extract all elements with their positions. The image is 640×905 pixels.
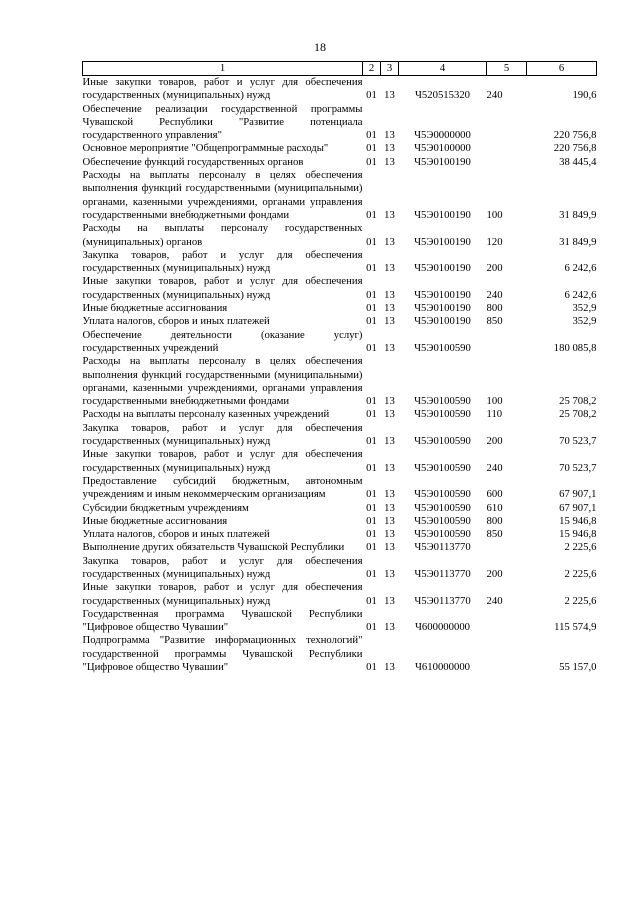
row-subsection-cell: 13 [384,488,395,501]
row-section-cell: 01 [366,262,377,275]
budget-table [82,61,597,674]
row-target-article-cell: Ч5Э0100590 [414,528,471,541]
row-subsection-cell: 13 [384,541,395,554]
row-subsection-cell: 13 [384,208,395,221]
row-amount-cell: 67 907,1 [559,501,597,514]
row-section-cell: 01 [366,89,377,102]
row-name-cell: Иные бюджетные ассигнования [82,514,228,527]
row-subsection-cell: 13 [384,461,395,474]
row-subsection-cell: 13 [384,528,395,541]
table-row [83,448,597,475]
row-target-article-cell: Ч5Э0100590 [414,395,471,408]
row-target-article-cell: Ч5Э0113770 [414,567,471,580]
row-amount-cell: 70 523,7 [559,435,597,448]
row-subsection-cell: 13 [384,514,395,527]
row-subsection-cell: 13 [384,341,395,354]
row-amount-cell: 220 756,8 [553,129,597,142]
table-row [83,156,597,169]
column-header: 6 [527,62,597,76]
row-section-cell: 01 [366,235,377,248]
table-row [83,408,597,421]
table-row [83,608,597,635]
table-row [83,329,597,356]
row-expense-type-cell: 200 [486,435,503,448]
row-amount-cell: 2 225,6 [564,541,597,554]
row-name-cell: Расходы на выплаты персоналу казенных учреждений [82,408,330,421]
row-subsection-cell: 13 [384,567,395,580]
row-section-cell: 01 [366,155,377,168]
row-section-cell: 01 [366,395,377,408]
row-section-cell: 01 [366,488,377,501]
row-amount-cell: 25 708,2 [559,408,597,421]
row-section-cell: 01 [366,541,377,554]
row-amount-cell: 55 157,0 [559,661,597,674]
row-expense-type-cell: 110 [486,408,503,421]
column-header: 4 [399,62,487,76]
row-subsection-cell: 13 [384,235,395,248]
row-amount-cell: 352,9 [572,302,597,315]
row-section-cell: 01 [366,302,377,315]
row-section-cell: 01 [366,567,377,580]
row-amount-cell: 15 946,8 [559,514,597,527]
row-amount-cell: 31 849,9 [559,208,597,221]
row-name-cell: Обеспечение реализации государственной программы Чувашской Республики "Развитие потенциала государственного управления" [82,102,363,142]
row-name-cell: Обеспечение функций государственных органов [82,155,304,168]
column-header: 2 [363,62,381,76]
table-row [83,222,597,249]
row-target-article-cell: Ч5Э0100190 [414,235,471,248]
row-target-article-cell: Ч5Э0100190 [414,315,471,328]
row-target-article-cell: Ч5Э0100000 [414,142,471,155]
row-section-cell: 01 [366,408,377,421]
row-name-cell: Иные закупки товаров, работ и услуг для обеспечения государственных (муниципальных) нужд [82,76,363,102]
row-expense-type-cell [487,156,527,169]
table-row [83,555,597,582]
row-target-article-cell: Ч5Э0100590 [414,461,471,474]
row-amount-cell: 352,9 [572,315,597,328]
row-name-cell: Субсидии бюджетным учреждениям [82,501,249,514]
row-target-article-cell: Ч5Э0100590 [414,408,471,421]
table-row [83,528,597,541]
row-amount-cell: 180 085,8 [553,341,597,354]
table-row [83,249,597,276]
page-number: 18 [314,40,326,54]
row-name-cell: Иные закупки товаров, работ и услуг для обеспечения государственных (муниципальных) нужд [82,581,363,607]
row-name-cell: Закупка товаров, работ и услуг для обеспечения государственных (муниципальных) нужд [82,554,363,580]
row-target-article-cell: Ч5Э0100190 [414,155,471,168]
row-subsection-cell: 13 [384,315,395,328]
row-target-article-cell: Ч5Э0100590 [414,341,471,354]
table-header-row [83,62,597,76]
row-expense-type-cell: 240 [486,594,503,607]
row-expense-type-cell [487,103,527,143]
table-row [83,581,597,608]
row-name-cell: Выполнение других обязательств Чувашской Республики [82,541,345,554]
table-row [83,355,597,408]
row-target-article-cell: Ч5Э0100590 [414,514,471,527]
row-subsection-cell: 13 [384,129,395,142]
row-target-article-cell: Ч5Э0000000 [414,129,471,142]
row-amount-cell: 15 946,8 [559,528,597,541]
table-row [83,634,597,674]
row-section-cell: 01 [366,501,377,514]
row-subsection-cell: 13 [384,621,395,634]
row-section-cell: 01 [366,514,377,527]
row-expense-type-cell [487,142,527,155]
table-row [83,515,597,528]
table-row [83,302,597,315]
row-section-cell: 01 [366,129,377,142]
row-section-cell: 01 [366,315,377,328]
table-row [83,422,597,449]
row-subsection-cell: 13 [384,661,395,674]
row-amount-cell: 38 445,4 [559,155,597,168]
row-target-article-cell: Ч5Э0113770 [414,594,471,607]
row-amount-cell: 6 242,6 [564,262,597,275]
row-name-cell: Закупка товаров, работ и услуг для обеспечения государственных (муниципальных) нужд [82,421,363,448]
row-subsection-cell: 13 [384,395,395,408]
row-target-article-cell: Ч5Э0100190 [414,262,471,275]
row-expense-type-cell [487,608,527,635]
row-target-article-cell: Ч5Э0100190 [414,288,471,301]
row-section-cell: 01 [366,288,377,301]
row-expense-type-cell: 200 [486,262,503,275]
row-name-cell: Расходы на выплаты персоналу в целях обеспечения выполнения функций государственными (муниципальными) органами, казенными учреждениями, органами управления государственными внебюджетными фондами [82,169,363,221]
column-header: 3 [381,62,399,76]
row-target-article-cell: Ч5Э0100590 [414,435,471,448]
row-subsection-cell: 13 [384,288,395,301]
row-name-cell: Уплата налогов, сборов и иных платежей [82,315,270,328]
row-target-article-cell: Ч520515320 [414,89,471,102]
row-expense-type-cell [487,541,527,554]
row-amount-cell: 70 523,7 [559,461,597,474]
row-section-cell: 01 [366,621,377,634]
table-row [83,76,597,103]
row-amount-cell: 31 849,9 [559,235,597,248]
row-amount-cell: 6 242,6 [564,288,597,301]
row-expense-type-cell: 850 [486,528,503,541]
row-expense-type-cell: 100 [486,395,503,408]
row-expense-type-cell: 120 [486,235,503,248]
row-expense-type-cell: 240 [486,288,503,301]
row-expense-type-cell: 100 [486,208,503,221]
table-row [83,275,597,302]
row-target-article-cell: Ч5Э0100190 [414,208,471,221]
row-expense-type-cell: 240 [486,461,503,474]
table-row [83,315,597,328]
row-amount-cell: 67 907,1 [559,488,597,501]
row-expense-type-cell [487,634,527,674]
row-subsection-cell: 13 [384,435,395,448]
row-section-cell: 01 [366,341,377,354]
row-subsection-cell: 13 [384,262,395,275]
row-target-article-cell: Ч5Э0100590 [414,501,471,514]
column-header: 1 [83,62,363,76]
row-expense-type-cell: 610 [486,501,503,514]
table-row [83,475,597,502]
row-amount-cell: 2 225,6 [564,594,597,607]
row-amount-cell: 25 708,2 [559,395,597,408]
row-section-cell: 01 [366,528,377,541]
row-section-cell: 01 [366,435,377,448]
row-name-cell: Уплата налогов, сборов и иных платежей [82,528,270,541]
row-expense-type-cell: 200 [486,567,503,580]
row-target-article-cell: Ч5Э0113770 [414,541,471,554]
table-row [83,142,597,155]
row-expense-type-cell: 800 [486,302,503,315]
row-expense-type-cell: 600 [486,488,503,501]
row-section-cell: 01 [366,208,377,221]
row-name-cell: Закупка товаров, работ и услуг для обеспечения государственных (муниципальных) нужд [82,248,363,275]
row-subsection-cell: 13 [384,501,395,514]
row-name-cell: Подпрограмма "Развитие информационных технологий" государственной программы Чувашской Республики "Цифровое общество Чувашии" [82,634,363,674]
row-subsection-cell: 13 [384,155,395,168]
row-subsection-cell: 13 [384,594,395,607]
table-row [83,541,597,554]
row-subsection-cell: 13 [384,408,395,421]
table-row [83,103,597,143]
row-name-cell: Расходы на выплаты персоналу в целях обеспечения выполнения функций государственными (муниципальными) органами, казенными учреждениями, органами управления государственными внебюджетными фондами [82,355,363,408]
row-name-cell: Предоставление субсидий бюджетным, автономным учреждениям и иным некоммерческим организациям [82,474,363,501]
row-subsection-cell: 13 [384,89,395,102]
row-amount-cell: 115 574,9 [554,621,597,634]
row-section-cell: 01 [366,594,377,607]
row-name-cell: Иные бюджетные ассигнования [82,302,228,315]
row-section-cell: 01 [366,142,377,155]
column-header: 5 [487,62,527,76]
row-target-article-cell: Ч610000000 [414,661,471,674]
row-expense-type-cell: 850 [486,315,503,328]
row-name-cell: Основное мероприятие "Общепрограммные расходы" [82,142,329,155]
table-row [83,169,597,222]
row-target-article-cell: Ч5Э0100590 [414,488,471,501]
row-amount-cell: 220 756,8 [553,142,597,155]
row-subsection-cell: 13 [384,142,395,155]
row-target-article-cell: Ч600000000 [414,621,471,634]
row-name-cell: Иные закупки товаров, работ и услуг для обеспечения государственных (муниципальных) нужд [82,448,363,474]
row-amount-cell: 190,6 [572,89,597,102]
row-name-cell: Иные закупки товаров, работ и услуг для обеспечения государственных (муниципальных) нужд [82,275,363,301]
row-name-cell: Расходы на выплаты персоналу государственных (муниципальных) органов [82,222,363,248]
row-expense-type-cell: 800 [486,514,503,527]
table-row [83,502,597,515]
row-name-cell: Обеспечение деятельности (оказание услуг) государственных учреждений [82,328,363,354]
row-name-cell: Государственная программа Чувашской Республики "Цифровое общество Чувашии" [82,607,363,634]
row-section-cell: 01 [366,461,377,474]
row-subsection-cell: 13 [384,302,395,315]
row-target-article-cell: Ч5Э0100190 [414,302,471,315]
row-expense-type-cell: 240 [486,89,503,102]
row-section-cell: 01 [366,661,377,674]
row-amount-cell: 2 225,6 [564,567,597,580]
row-expense-type-cell [487,329,527,356]
